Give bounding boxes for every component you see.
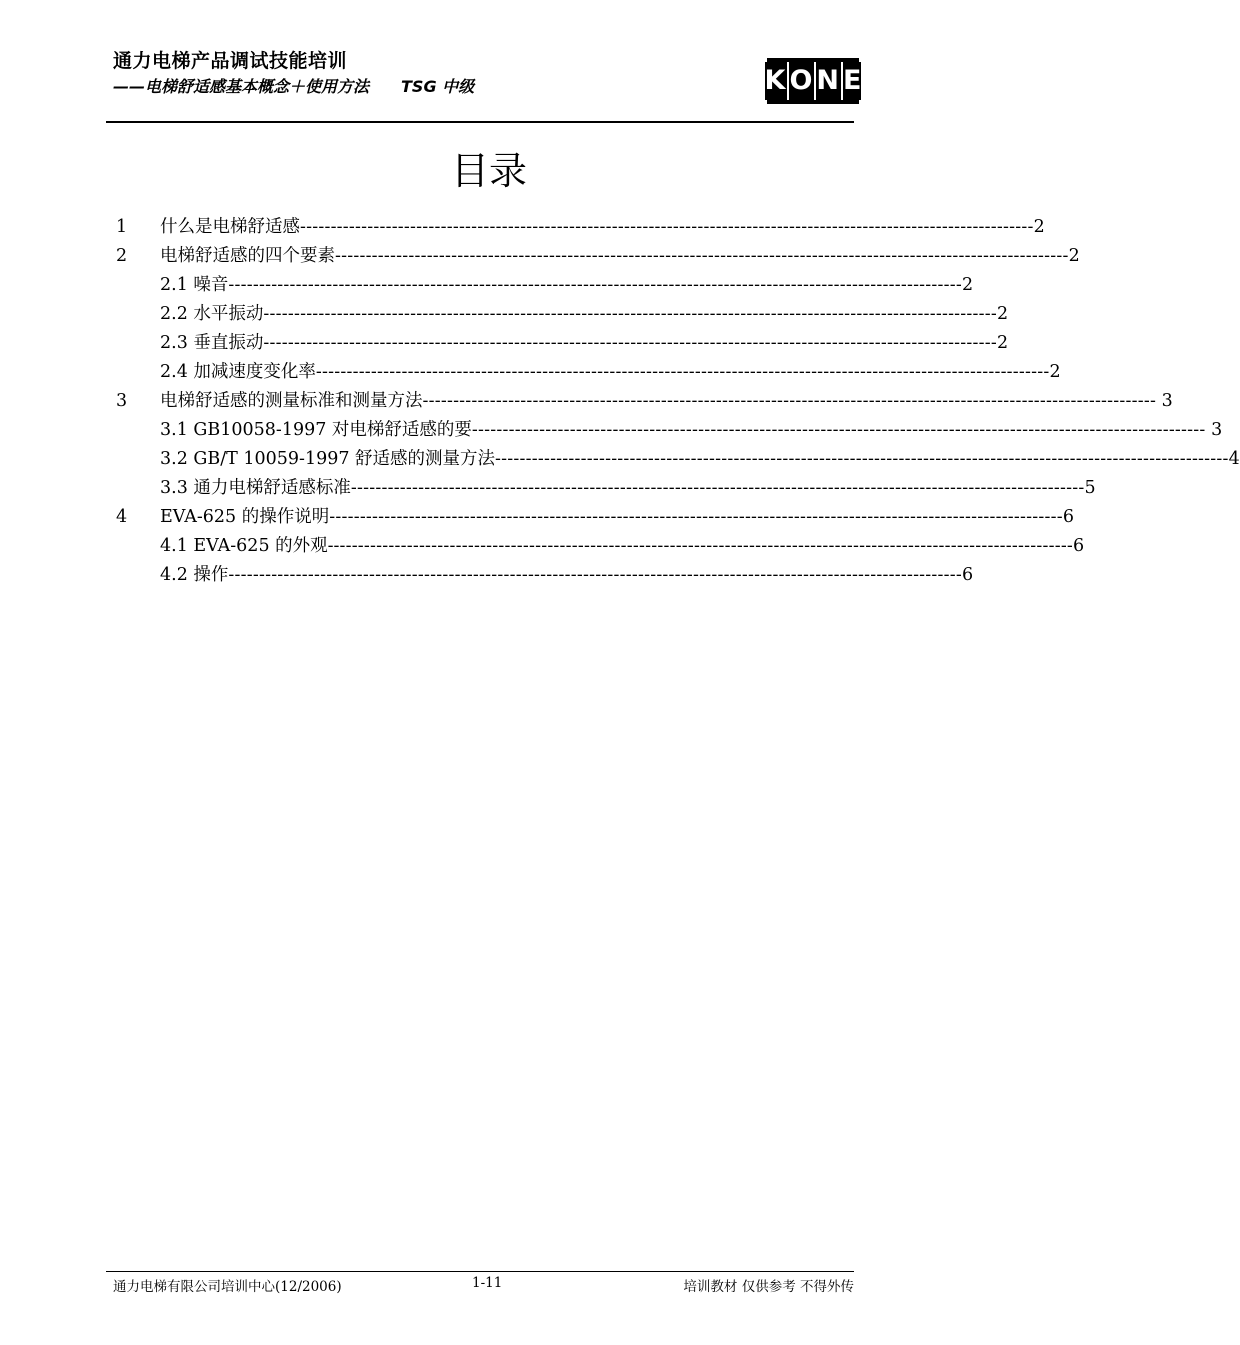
toc-entry-page: 4	[1228, 449, 1240, 469]
toc-leader-dashes: ------------------------------------------------------------------------------------------------------------------------	[228, 565, 962, 585]
header-level: TSG 中级	[401, 77, 475, 96]
header-subtitle	[113, 74, 474, 97]
toc-leader-dashes: ------------------------------------------------------------------------------------------------------------------------	[263, 304, 997, 324]
toc-entry-page: 6	[961, 565, 974, 585]
toc-entry-page: 2	[1049, 362, 1061, 382]
toc-entry-page: 2	[1033, 217, 1045, 237]
header-title: 通力电梯产品调试技能培训	[113, 50, 348, 72]
toc-entry-label: 2.4 加减速度变化率	[160, 362, 316, 382]
toc-entry[interactable]	[0, 358, 1061, 387]
toc-entry-page: 2	[996, 304, 1009, 324]
toc-entry[interactable]	[0, 213, 1045, 242]
toc-leader-dashes: ------------------------------------------------------------------------------------------------------------------------	[228, 275, 962, 295]
toc-entry-label: 电梯舒适感的四个要素	[160, 246, 335, 266]
toc-entry-label: 2.3 垂直振动	[160, 333, 264, 353]
toc-entry[interactable]	[0, 300, 1009, 329]
toc-leader-dashes: ------------------------------------------------------------------------------------------------------------------------	[335, 246, 1069, 266]
toc-entry-label: 电梯舒适感的测量标准和测量方法	[160, 391, 423, 411]
toc-entry[interactable]	[0, 445, 1240, 474]
toc-entry-label: 3.1 GB10058-1997 对电梯舒适感的要	[160, 420, 472, 440]
toc-entry-label: 4.1 EVA-625 的外观--	[160, 536, 340, 556]
toc-entry-line	[160, 242, 1080, 271]
toc-entry-number: 4	[116, 507, 128, 527]
toc-entry-page: 2	[1068, 246, 1080, 266]
toc-entry-page: 2	[961, 275, 974, 295]
toc-entry-number: 2	[116, 246, 128, 266]
toc-entry-page: 3	[1205, 420, 1223, 440]
toc-entry-label: 3.2 GB/T 10059-1997 舒适感的测量方法	[160, 449, 496, 469]
footer-page-number: 1-11	[472, 1275, 503, 1291]
toc-entry-line	[160, 561, 974, 590]
toc-entry[interactable]	[0, 503, 1074, 532]
toc-entry[interactable]	[0, 561, 974, 590]
toc-entry-line	[160, 358, 1061, 387]
toc-entry-label: 2.1 噪音	[160, 275, 229, 295]
toc-entry-label: 4.2 操作	[160, 565, 229, 585]
toc-entry-line	[160, 271, 974, 300]
logo-letter: K	[765, 62, 786, 100]
page-header	[0, 0, 950, 130]
toc-leader-dashes: ------------------------------------------------------------------------------------------------------------------------	[339, 536, 1074, 556]
logo-letter: E	[841, 62, 861, 100]
toc-leader-dashes: ------------------------------------------------------------------------------------------------------------------------	[263, 333, 997, 353]
toc-entry-line	[160, 387, 1173, 416]
logo-letter: N	[814, 62, 839, 100]
logo-letter: O	[787, 62, 812, 100]
toc-entry-page: 6	[1073, 536, 1085, 556]
footer-organization: 通力电梯有限公司培训中心(12/2006)	[113, 1279, 342, 1295]
toc-entry-label: EVA-625 的操作说明	[160, 507, 330, 527]
toc-leader-dashes: ------------------------------------------------------------------------------------------------------------------------	[329, 507, 1063, 527]
toc-leader-dashes: ------------------------------------------------------------------------------------------------------------------------	[495, 449, 1229, 469]
toc-entry-line	[160, 532, 1085, 561]
toc-entry-line	[160, 213, 1045, 242]
toc-entry-line	[160, 416, 1223, 445]
toc-entry[interactable]	[0, 329, 1009, 358]
toc-entry-line	[160, 503, 1074, 532]
toc-entry-line	[160, 445, 1240, 474]
toc-leader-dashes: ------------------------------------------------------------------------------------------------------------------------	[471, 420, 1206, 440]
kone-logo	[764, 58, 862, 104]
toc-entry[interactable]	[0, 532, 1085, 561]
footer-divider	[106, 1271, 854, 1272]
footer-notice: 培训教材 仅供参考 不得外传	[683, 1279, 854, 1295]
toc-entry-number: 1	[116, 217, 128, 237]
toc-entry-label: 什么是电梯舒适感	[160, 217, 300, 237]
toc-leader-dashes: ------------------------------------------------------------------------------------------------------------------------	[350, 478, 1085, 498]
toc-entry-line	[160, 300, 1009, 329]
toc-entry-label: 2.2 水平振动	[160, 304, 264, 324]
table-of-contents	[0, 213, 1240, 590]
toc-entry[interactable]	[0, 271, 974, 300]
toc-leader-dashes: ------------------------------------------------------------------------------------------------------------------------	[300, 217, 1034, 237]
header-subtitle-text: ——电梯舒适感基本概念＋使用方法	[113, 77, 370, 96]
toc-entry[interactable]	[0, 474, 1096, 503]
toc-title: 目录	[450, 149, 527, 193]
header-divider	[106, 121, 854, 123]
toc-entry-label: 3.3 通力电梯舒适感标准	[160, 478, 351, 498]
toc-leader-dashes: ------------------------------------------------------------------------------------------------------------------------	[315, 362, 1050, 382]
toc-entry-line	[160, 474, 1096, 503]
toc-entry[interactable]	[0, 242, 1080, 271]
toc-entry[interactable]	[0, 387, 1173, 416]
toc-entry-page: 6	[1062, 507, 1074, 527]
toc-leader-dashes: ------------------------------------------------------------------------------------------------------------------------	[422, 391, 1157, 411]
toc-entry-page: 5	[1084, 478, 1096, 498]
toc-entry-page: 2	[996, 333, 1009, 353]
toc-entry[interactable]	[0, 416, 1223, 445]
toc-entry-page: 3	[1156, 391, 1173, 411]
toc-entry-line	[160, 329, 1009, 358]
toc-entry-number: 3	[116, 391, 128, 411]
